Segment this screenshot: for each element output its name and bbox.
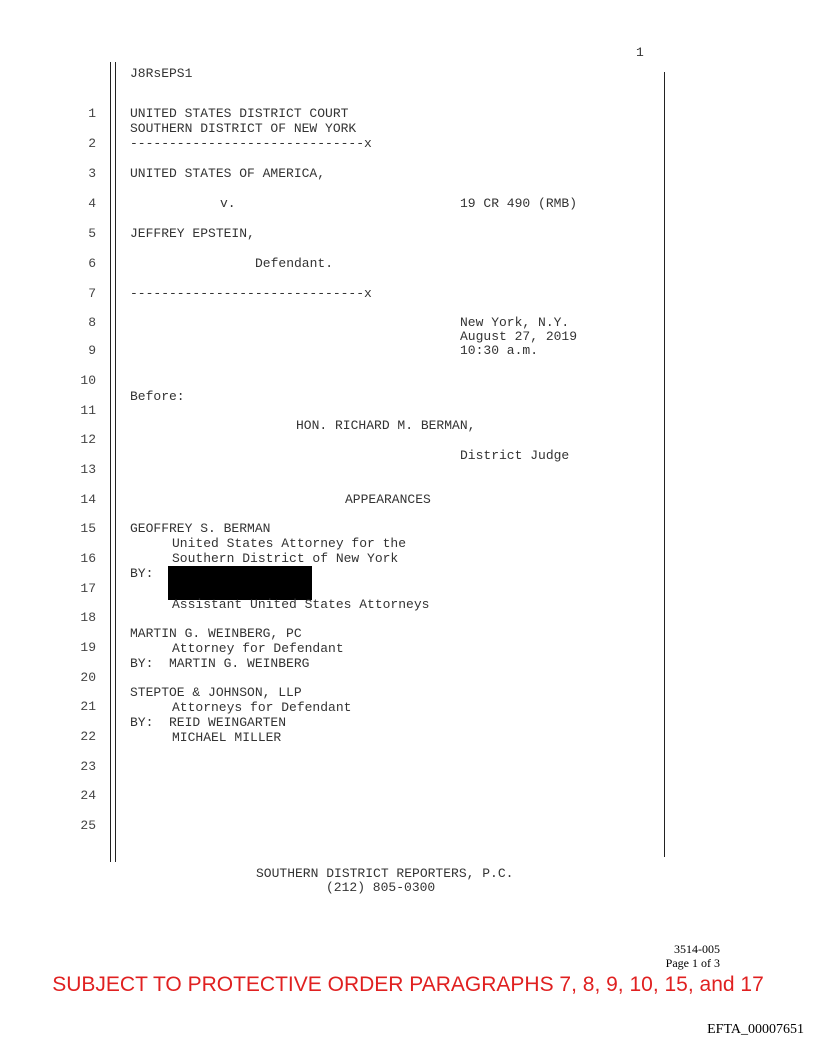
defendant-role: Defendant.: [255, 256, 334, 271]
line-number: 19: [80, 640, 96, 655]
plaintiff-name: UNITED STATES OF AMERICA,: [130, 166, 326, 181]
defense-firm-1: MARTIN G. WEINBERG, PC: [130, 626, 302, 641]
line-number: 6: [88, 256, 96, 271]
right-margin-rule: [664, 72, 665, 857]
line-number: 5: [88, 226, 96, 241]
reporter-phone: (212) 805-0300: [326, 880, 436, 895]
defense-role-1: Attorney for Defendant: [172, 641, 344, 656]
line-number: 4: [88, 196, 96, 211]
redaction-box: [168, 566, 312, 600]
reporter-name: SOUTHERN DISTRICT REPORTERS, P.C.: [256, 866, 514, 881]
line-number: 15: [80, 521, 96, 536]
line-number: 11: [80, 403, 96, 418]
government-counsel: GEOFFREY S. BERMAN: [130, 521, 271, 536]
line-number: 16: [80, 551, 96, 566]
before-label: Before:: [130, 389, 185, 404]
line-number: 23: [80, 759, 96, 774]
line-number: 25: [80, 818, 96, 833]
judge-title: District Judge: [460, 448, 570, 463]
line-number: 1: [88, 106, 96, 121]
defendant-name: JEFFREY EPSTEIN,: [130, 226, 255, 241]
hearing-time: 10:30 a.m.: [460, 343, 539, 358]
line-number: 10: [80, 373, 96, 388]
line-number: 8: [88, 315, 96, 330]
defense-by-1: BY: MARTIN G. WEINBERG: [130, 656, 310, 671]
left-margin-rule-outer: [110, 62, 111, 862]
hearing-location: New York, N.Y.: [460, 315, 570, 330]
government-by-label: BY:: [130, 566, 154, 581]
versus: v.: [220, 196, 236, 211]
line-number: 9: [88, 343, 96, 358]
caption-rule-top: ------------------------------x: [130, 136, 372, 151]
case-number: 19 CR 490 (RMB): [460, 196, 578, 211]
left-margin-rule-inner: [115, 62, 116, 862]
court-name: UNITED STATES DISTRICT COURT: [130, 106, 349, 121]
defense-by-2: BY: REID WEINGARTEN: [130, 715, 287, 730]
line-number: 22: [80, 729, 96, 744]
exhibit-code: 3514-005: [674, 942, 720, 956]
line-number: 3: [88, 166, 96, 181]
defense-role-2: Attorneys for Defendant: [172, 700, 352, 715]
line-number: 24: [80, 788, 96, 803]
line-number: 21: [80, 699, 96, 714]
court-district: SOUTHERN DISTRICT OF NEW YORK: [130, 121, 357, 136]
appearances-heading: APPEARANCES: [345, 492, 431, 507]
caption-rule-bottom: ------------------------------x: [130, 286, 372, 301]
assistant-attorneys-label: Assistant United States Attorneys: [172, 597, 430, 612]
protective-order-notice: SUBJECT TO PROTECTIVE ORDER PARAGRAPHS 7, 8, 9, 10, 15, and 17: [52, 973, 764, 996]
government-role-line1: United States Attorney for the: [172, 536, 407, 551]
page-number: 1: [636, 45, 644, 60]
line-number: 12: [80, 432, 96, 447]
defense-firm-2: STEPTOE & JOHNSON, LLP: [130, 685, 302, 700]
line-number: 7: [88, 286, 96, 301]
line-number: 20: [80, 670, 96, 685]
judge-name: HON. RICHARD M. BERMAN,: [296, 418, 476, 433]
line-number: 2: [88, 136, 96, 151]
line-number: 14: [80, 492, 96, 507]
defense-counsel-2b: MICHAEL MILLER: [172, 730, 282, 745]
hearing-date: August 27, 2019: [460, 329, 578, 344]
line-number: 13: [80, 462, 96, 477]
government-role-line2: Southern District of New York: [172, 551, 399, 566]
exhibit-page: Page 1 of 3: [665, 956, 720, 970]
line-number: 18: [80, 610, 96, 625]
line-number: 17: [80, 581, 96, 596]
header-code: J8RsEPS1: [130, 66, 193, 81]
bates-number: EFTA_00007651: [707, 1022, 804, 1037]
